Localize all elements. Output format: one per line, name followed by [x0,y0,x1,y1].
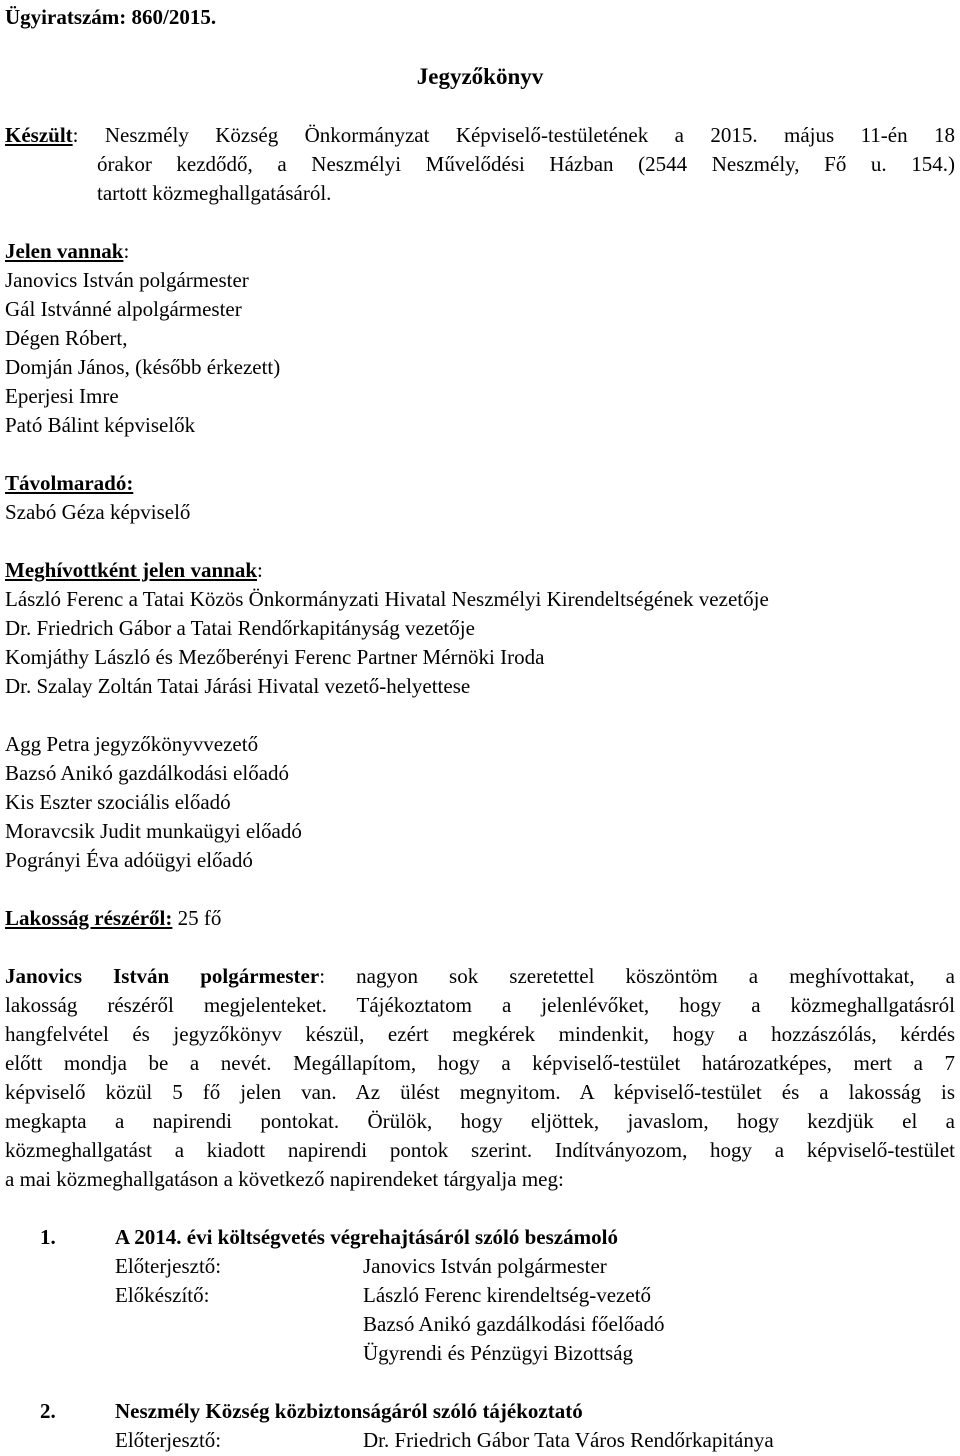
present-member: Pató Bálint képviselők [5,413,196,437]
staff-member: Pogrányi Éva adóügyi előadó [5,848,253,872]
agenda-row-value: László Ferenc kirendeltség-vezető [363,1283,652,1307]
agenda-row-value: Dr. Friedrich Gábor Tata Város Rendőrkapitánya [363,1428,774,1452]
invited-member: Komjáthy László és Mezőberényi Ferenc Partner Mérnöki Iroda [5,645,545,669]
staff-member: Moravcsik Judit munkaügyi előadó [5,819,302,843]
invited-member: Dr. Friedrich Gábor a Tatai Rendőrkapitányság vezetője [5,616,475,640]
agenda-title: Neszmély Község közbiztonságáról szóló tájékoztató [115,1399,583,1423]
staff-member: Bazsó Anikó gazdálkodási előadó [5,761,290,785]
intro-line-3: tartott közmeghallgatásáról. [97,181,332,205]
speech-line: előtt mondja be a nevét. Megállapítom, hogy a képviselő-testület határozatképes, mert a 7 [5,1051,955,1075]
agenda-row-value: Ügyrendi és Pénzügyi Bizottság [363,1341,634,1365]
speech-line: Janovics István polgármester: nagyon sok szeretettel köszöntöm a meghívottakat, a [5,964,956,988]
present-heading: Jelen vannak: [5,239,130,263]
present-member: Domján János, (később érkezett) [5,355,281,379]
present-member: Gál Istvánné alpolgármester [5,297,242,321]
agenda-number: 1. [40,1225,56,1249]
file-number: Ügyiratszám: 860/2015. [5,5,217,29]
speech-line: a mai közmeghallgatáson a következő napirendeket tárgyalja meg: [5,1167,564,1191]
present-member: Eperjesi Imre [5,384,119,408]
public-attendance: Lakosság részéről: 25 fő [5,906,222,930]
absent-heading: Távolmaradó: [5,471,134,495]
document-title: Jegyzőkönyv [416,64,544,89]
agenda-number: 2. [40,1399,56,1423]
agenda-row-value: Bazsó Anikó gazdálkodási főelőadó [363,1312,665,1336]
intro-line-1: Készült: Neszmély Község Önkormányzat Képviselő-testületének a 2015. május 11-én 18 [5,123,955,147]
speech-line: megkapta a napirendi pontokat. Örülök, hogy eljöttek, javaslom, hogy kezdjük el a [5,1109,955,1133]
present-member: Janovics István polgármester [5,268,249,292]
intro-line-2: órakor kezdődő, a Neszmélyi Művelődési Házban (2544 Neszmély, Fő u. 154.) [97,152,955,176]
invited-heading: Meghívottként jelen vannak: [5,558,263,582]
intro-label: Készült [5,123,73,147]
absent-member: Szabó Géza képviselő [5,500,191,524]
invited-member: Dr. Szalay Zoltán Tatai Járási Hivatal vezető-helyettese [5,674,471,698]
speech-line: hangfelvétel és jegyzőkönyv készül, ezért megkérek mindenkit, hogy a hozzászólás, kérdés [5,1022,955,1046]
invited-member: László Ferenc a Tatai Közös Önkormányzati Hivatal Neszmélyi Kirendeltségének vezetője [5,587,769,611]
speaker-name: Janovics István polgármester [5,964,320,988]
staff-member: Agg Petra jegyzőkönyvvezető [5,732,259,756]
present-member: Dégen Róbert, [5,326,128,350]
speech-line: lakosság részéről megjelenteket. Tájékoztatom a jelenlévőket, hogy a közmeghallgatásról [5,993,955,1017]
agenda-row-label: Előkészítő: [115,1283,210,1307]
agenda-row-value: Janovics István polgármester [363,1254,607,1278]
speech-line: képviselő közül 5 fő jelen van. Az ülést megnyitom. A képviselő-testület és a lakosság is [5,1080,955,1104]
agenda-row-label: Előterjesztő: [115,1254,222,1278]
speech-line: közmeghallgatást a kiadott napirendi pontok szerint. Indítványozom, hogy a képviselő-testület [5,1138,955,1162]
agenda-row-label: Előterjesztő: [115,1428,222,1452]
agenda-title: A 2014. évi költségvetés végrehajtásáról szóló beszámoló [115,1225,618,1249]
staff-member: Kis Eszter szociális előadó [5,790,231,814]
